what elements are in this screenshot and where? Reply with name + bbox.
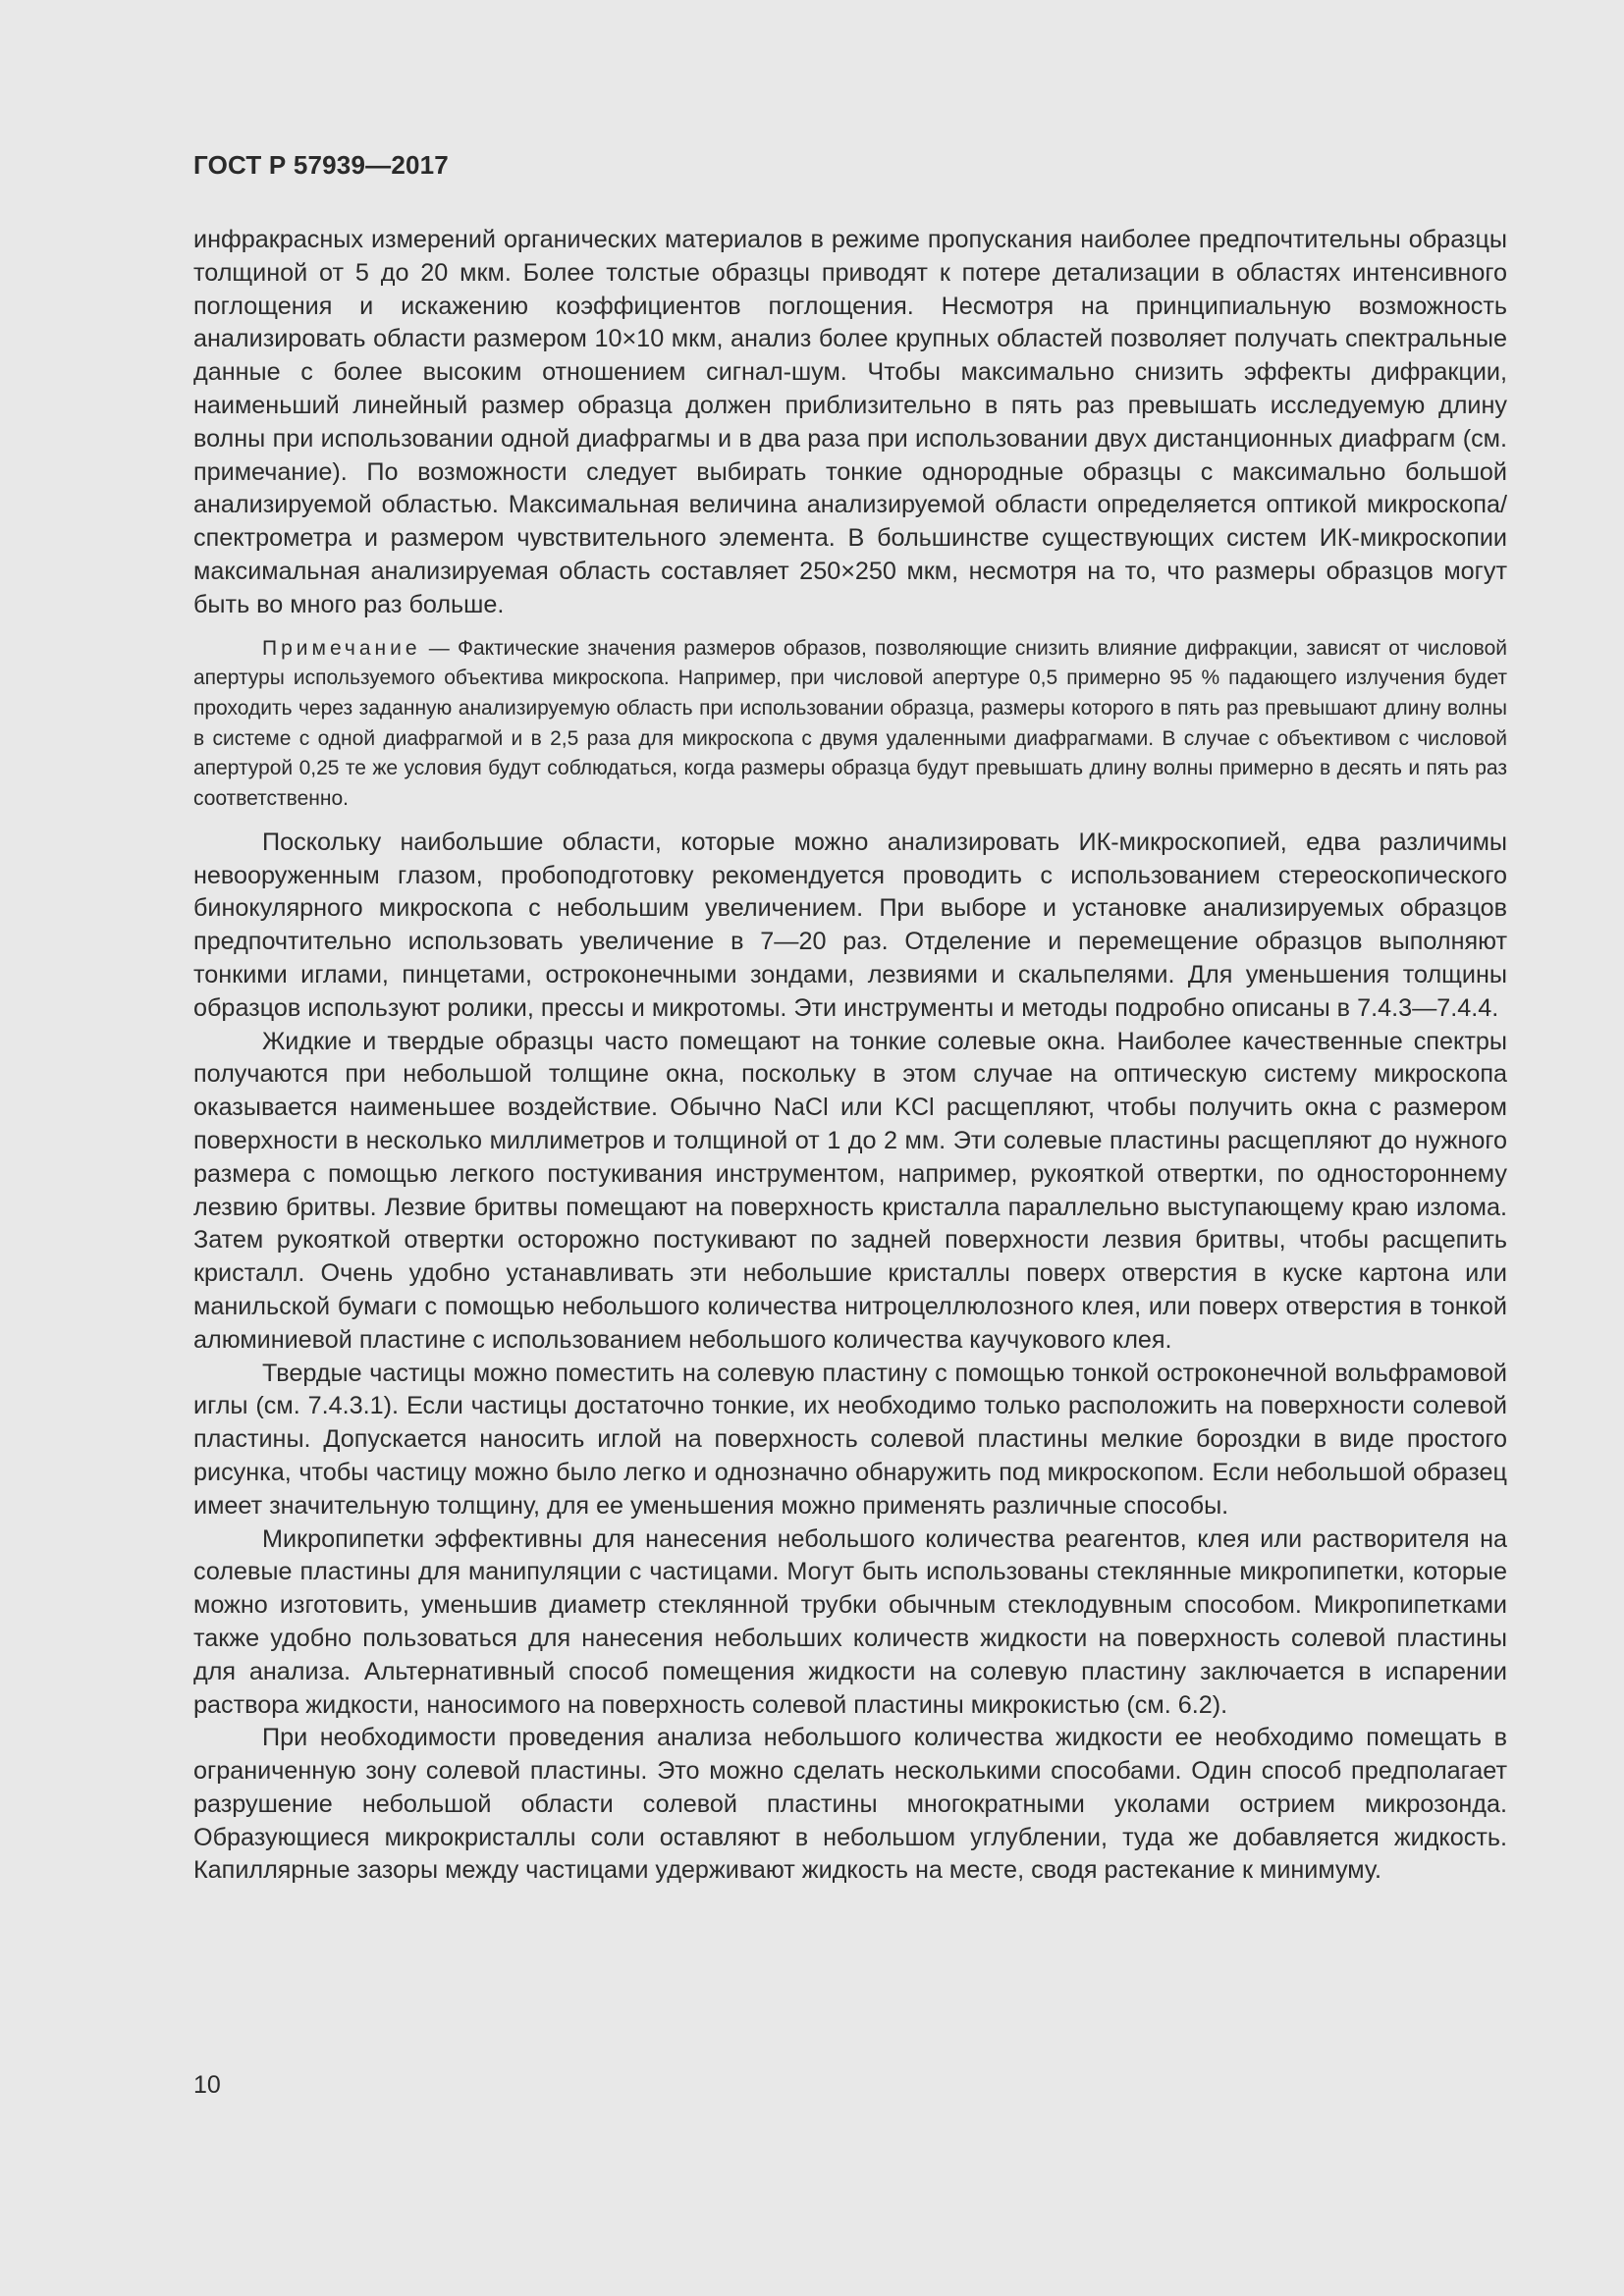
document-body	[193, 224, 1507, 1888]
note-label: Примечание	[262, 636, 421, 660]
paragraph-liquid-analysis: При необходимости проведения анализа небольшого количества жидкости ее необходимо помещать в ограниченную зону солевой пластины. Это можно сделать несколькими способами. Один способ предполагает разрушение небольшой области солевой пластины многократными уколами острием микрозонда. Образующиеся микрокристаллы соли оставляют в небольшом углублении, туда же добавляется жидкость. Капиллярные зазоры между частицами удерживают жидкость на месте, сводя растекание к минимуму.	[193, 1724, 1507, 1885]
paragraph-continuation: инфракрасных измерений органических материалов в режиме пропускания наиболее предпочтительны образцы толщиной от 5 до 20 мкм. Более толстые образцы приводят к потере детализации в областях интенсивного поглощения и искажению коэффициентов поглощения. Несмотря на принципиальную возможность анализировать области размером 10×10 мкм, анализ более крупных областей позволяет получать спектральные данные с более высоким отношением сигнал-шум. Чтобы максимально снизить эффекты дифракции, наименьший линейный размер образца должен приблизительно в пять раз превышать исследуемую длину волны при использовании одной диафрагмы и в два раза при использовании двух дистанционных диафрагм (см. примечание). По возможности следует выбирать тонкие однородные образцы с максимально большой анализируемой областью. Максимальная величина анализируемой области определяется оптикой микроскопа/спектрометра и размером чувствительного элемента. В большинстве существующих систем ИК-микроскопии максимальная анализируемая область составляет 250×250 мкм, несмотря на то, что размеры образцов могут быть во много раз больше.	[193, 226, 1507, 618]
note-text: — Фактические значения размеров образов, позволяющие снизить влияние дифракции, зависят от числовой апертуры используемого объектива микроскопа. Например, при числовой апертуре 0,5 примерно 95 % падающего излучения будет проходить через заданную анализируемую область при использовании образца, размеры которого в пять раз превышают длину волны в системе с одной диафрагмой и в 2,5 раза для микроскопа с двумя удаленными диафрагмами. В случае с объективом с числовой апертурой 0,25 те же условия будут соблюдаться, когда размеры образца будут превышать длину волны примерно в десять и пять раз соответственно.	[193, 636, 1507, 811]
page-number: 10	[193, 2071, 221, 2099]
document-header: ГОСТ Р 57939—2017	[193, 150, 449, 180]
paragraph-solid-particles: Твердые частицы можно поместить на солевую пластину с помощью тонкой остроконечной вольфрамовой иглы (см. 7.4.3.1). Если частицы достаточно тонкие, их необходимо только расположить на поверхности солевой пластины. Допускается наносить иглой на поверхность солевой пластины мелкие бороздки в виде простого рисунка, чтобы частицу можно было легко и однозначно обнаружить под микроскопом. Если небольшой образец имеет значительную толщину, для ее уменьшения можно применять различные способы.	[193, 1359, 1507, 1520]
paragraph-micropipettes: Микропипетки эффективны для нанесения небольшого количества реагентов, клея или растворителя на солевые пластины для манипуляции с частицами. Могут быть использованы стеклянные микропипетки, которые можно изготовить, уменьшив диаметр стеклянной трубки обычным стеклодувным способом. Микропипетками также удобно пользоваться для нанесения небольших количеств жидкости на поверхность солевой пластины для анализа. Альтернативный способ помещения жидкости на солевую пластину заключается в испарении раствора жидкости, наносимого на поверхность солевой пластины микрокистью (см. 6.2).	[193, 1524, 1507, 1719]
paragraph-sample-prep: Поскольку наибольшие области, которые можно анализировать ИК-микроскопией, едва различимы невооруженным глазом, пробоподготовку рекомендуется проводить с использованием стереоскопического бинокулярного микроскопа с небольшим увеличением. При выборе и установке анализируемых образцов предпочтительно использовать увеличение в 7—20 раз. Отделение и перемещение образцов выполняют тонкими иглами, пинцетами, остроконечными зондами, лезвиями и скальпелями. Для уменьшения толщины образцов используют ролики, прессы и микротомы. Эти инструменты и методы подробно описаны в 7.4.3—7.4.4.	[193, 828, 1507, 1022]
paragraph-salt-windows: Жидкие и твердые образцы часто помещают на тонкие солевые окна. Наиболее качественные спектры получаются при небольшой толщине окна, поскольку в этом случае на оптическую систему микроскопа оказывается наименьшее воздействие. Обычно NaCl или KCl расщепляют, чтобы получить окна с размером поверхности в несколько миллиметров и толщиной от 1 до 2 мм. Эти солевые пластины расщепляют до нужного размера с помощью легкого постукивания инструментом, например, рукояткой отвертки, по одностороннему лезвию бритвы. Лезвие бритвы помещают на поверхность кристалла параллельно выступающему краю излома. Затем рукояткой отвертки осторожно постукивают по задней поверхности лезвия бритвы, чтобы расщепить кристалл. Очень удобно устанавливать эти небольшие кристаллы поверх отверстия в куске картона или манильской бумаги с помощью небольшого количества нитроцеллюлозного клея, или поверх отверстия в тонкой алюминиевой пластине с использованием небольшого количества каучукового клея.	[193, 1027, 1507, 1354]
note-block	[193, 634, 1507, 815]
